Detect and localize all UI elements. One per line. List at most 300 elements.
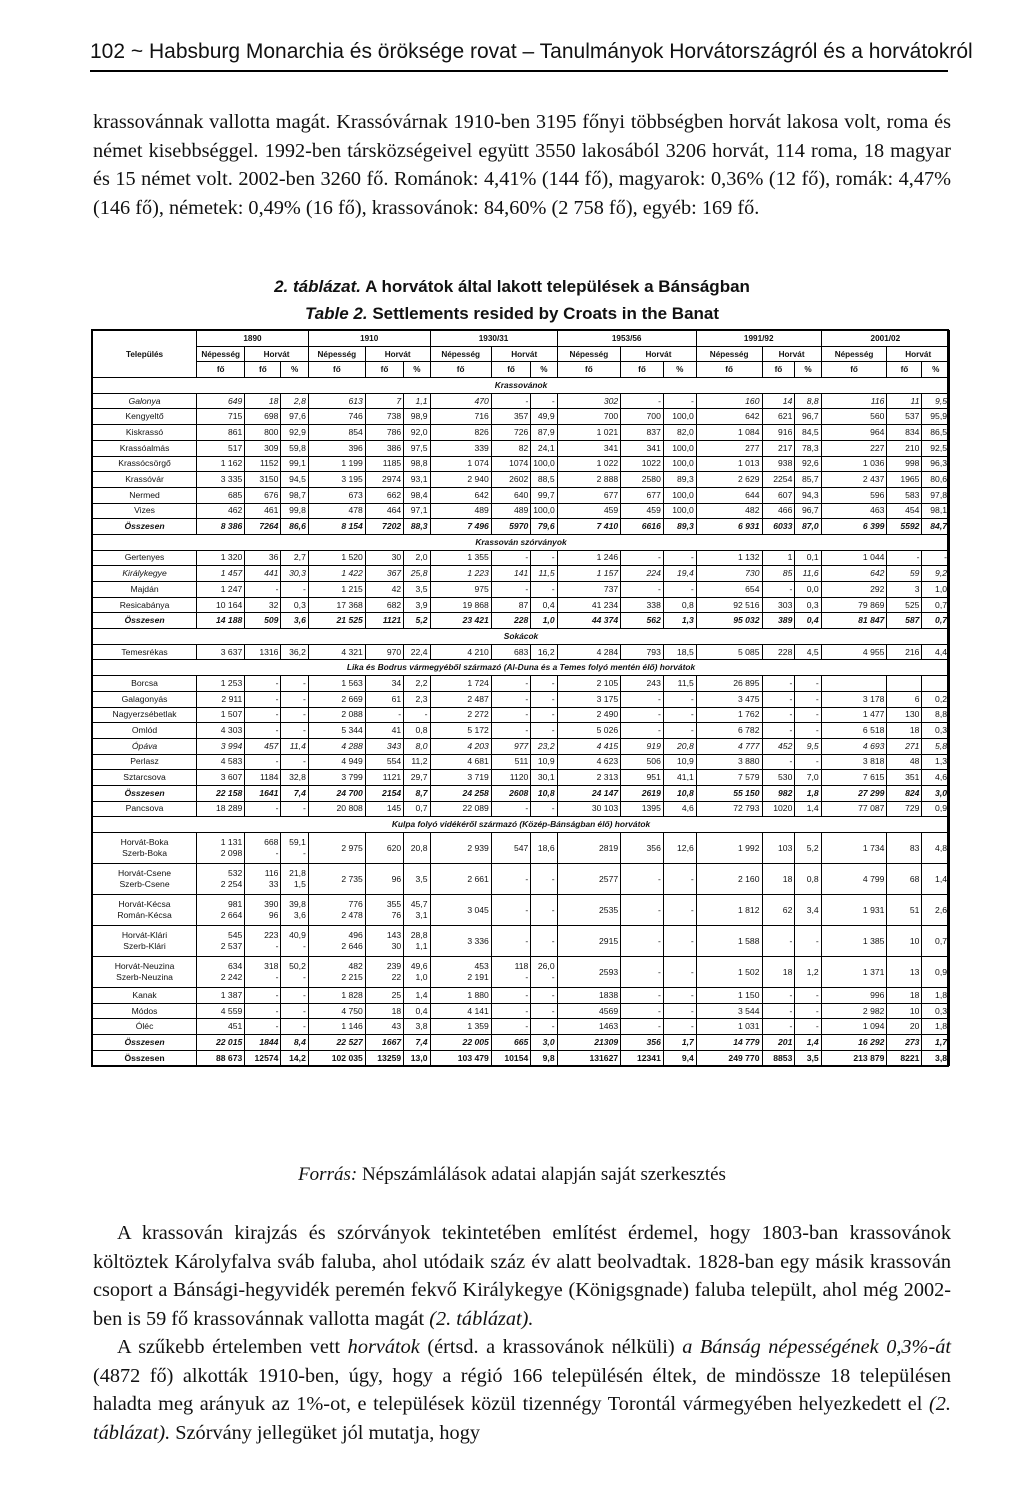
table-cell: 100,0 [663, 409, 696, 425]
table-cell: 8,8 [922, 707, 950, 723]
cell-value-secondary: - [275, 848, 279, 858]
table-cell: 86,5 [922, 425, 950, 441]
table-cell: 386 [365, 440, 403, 456]
table-cell: 3 335 [197, 472, 245, 488]
table-cell: - [404, 707, 430, 723]
table-cell: 131627 [557, 1050, 621, 1066]
table-cell: 4 681 [430, 754, 491, 770]
settlement-name: Sztarcsova [93, 770, 197, 786]
table-cell: 8,4 [281, 1035, 308, 1051]
table-cell [245, 864, 281, 895]
table-cell: 100,0 [663, 503, 696, 519]
table-cell [245, 957, 281, 988]
table-cell: - [245, 1019, 281, 1035]
table-cell: 562 [621, 613, 664, 629]
table-cell: 24 700 [308, 785, 365, 801]
table-cell: - [491, 723, 530, 739]
emphasis-horvatok: horvátok [347, 1336, 420, 1358]
table-cell: 1 013 [696, 456, 762, 472]
table-cell: 26 895 [696, 676, 762, 692]
table-cell [197, 926, 245, 957]
table-cell: 4,5 [795, 644, 821, 660]
table-cell: 729 [887, 801, 922, 817]
table-cell: 4 303 [197, 723, 245, 739]
table-cell: 25 [365, 988, 403, 1004]
table-cell: - [491, 895, 530, 926]
table-cell: 2,0 [404, 550, 430, 566]
table-cell: 1844 [245, 1035, 281, 1051]
table-cell: 640 [491, 487, 530, 503]
table-cell: 506 [621, 754, 664, 770]
table-cell: 665 [491, 1035, 530, 1051]
col-croat: Horvát [887, 346, 950, 362]
table-cell: 79,6 [531, 519, 557, 535]
table-cell: 685 [197, 487, 245, 503]
table-cell: 2 105 [557, 676, 621, 692]
table-cell: 861 [197, 425, 245, 441]
table-cell [281, 833, 308, 864]
table-cell: 82,0 [663, 425, 696, 441]
table-cell: 4 203 [430, 738, 491, 754]
table-cell: 0,3 [922, 1003, 950, 1019]
table-row [93, 864, 950, 895]
table-cell: - [762, 723, 795, 739]
cell-value-secondary: - [302, 941, 306, 951]
table-cell: 92,9 [281, 425, 308, 441]
table-cell: - [531, 926, 557, 957]
table-cell: 14,2 [281, 1050, 308, 1066]
table-cell: 4 321 [308, 644, 365, 660]
table-cell: 5,8 [922, 738, 950, 754]
table-cell: 3,5 [795, 1050, 821, 1066]
table-cell: 2 487 [430, 691, 491, 707]
table-cell: 7 579 [696, 770, 762, 786]
table-cell: 227 [821, 440, 887, 456]
table-cell: 41 234 [557, 597, 621, 613]
table-cell: - [491, 926, 530, 957]
table-cell: 92,5 [922, 440, 950, 456]
table-cell: 737 [557, 582, 621, 598]
table-cell: 2 160 [696, 864, 762, 895]
table-cell: - [491, 1003, 530, 1019]
table-cell: 1 150 [696, 988, 762, 1004]
table-cell: 5970 [491, 519, 530, 535]
table-row [93, 440, 950, 456]
table-cell: 2974 [365, 472, 403, 488]
table-cell: 0,0 [795, 582, 821, 598]
table-cell: 1022 [621, 456, 664, 472]
unit-percent: % [531, 362, 557, 378]
table-cell: 13,0 [404, 1050, 430, 1066]
table-cell: 642 [696, 409, 762, 425]
table-cell: 1 215 [308, 582, 365, 598]
table-cell: 10154 [491, 1050, 530, 1066]
col-croat: Horvát [762, 346, 821, 362]
header-rule [90, 70, 948, 72]
table-cell: 1 734 [821, 833, 887, 864]
table-cell: 537 [887, 409, 922, 425]
table-cell: 341 [557, 440, 621, 456]
unit-person: fő [821, 362, 887, 378]
settlement-name-primary: Horvát-Csene [118, 868, 172, 878]
section-title: Sokácok [93, 629, 950, 645]
settlement-name [93, 957, 197, 988]
table-cell: - [795, 988, 821, 1004]
table-row [93, 1019, 950, 1035]
table-cell: 613 [308, 393, 365, 409]
table-row [93, 895, 950, 926]
table-cell: 9,2 [922, 566, 950, 582]
table-cell: 746 [308, 409, 365, 425]
table-cell: 1,8 [922, 988, 950, 1004]
unit-person: fő [430, 362, 491, 378]
table-cell: 14 [762, 393, 795, 409]
table-cell: 5 344 [308, 723, 365, 739]
table-cell: - [621, 582, 664, 598]
table-cell: 2254 [762, 472, 795, 488]
table-cell: 72 793 [696, 801, 762, 817]
cell-value-primary: 532 [227, 868, 243, 878]
table-cell: - [281, 691, 308, 707]
cell-value-primary: 223 [264, 930, 279, 940]
table-cell: 1121 [365, 613, 403, 629]
table-cell: 511 [491, 754, 530, 770]
table-cell: 12574 [245, 1050, 281, 1066]
table-cell: 32,8 [281, 770, 308, 786]
table-cell: - [281, 676, 308, 692]
table-cell: 95,9 [922, 409, 950, 425]
settlement-name: Resicabánya [93, 597, 197, 613]
section-row [93, 534, 950, 550]
table-cell [281, 926, 308, 957]
table-cell: 228 [491, 613, 530, 629]
table-cell: 367 [365, 566, 403, 582]
table-cell: - [663, 707, 696, 723]
table-cell: 1 724 [430, 676, 491, 692]
table-row [93, 487, 950, 503]
table-cell: 1 146 [308, 1019, 365, 1035]
table-cell: 1 385 [821, 926, 887, 957]
table-row [93, 456, 950, 472]
table-cell: 20 [887, 1019, 922, 1035]
table-cell: 93,1 [404, 472, 430, 488]
settlement-name: Krassóvár [93, 472, 197, 488]
table-cell: 1184 [245, 770, 281, 786]
cell-value-primary: 45,7 [410, 899, 428, 909]
table-cell: 3 045 [430, 895, 491, 926]
table-cell: 4,6 [922, 770, 950, 786]
table-cell: 22 015 [197, 1035, 245, 1051]
table-cell: 341 [621, 440, 664, 456]
table-cell [281, 895, 308, 926]
table-row [93, 613, 950, 629]
unit-person: fő [887, 362, 922, 378]
cell-value-primary: 496 [348, 930, 363, 940]
table-cell: 0,8 [795, 864, 821, 895]
table-cell: 8853 [762, 1050, 795, 1066]
cell-value-secondary: 1,1 [415, 941, 428, 951]
table-cell: 2,8 [281, 393, 308, 409]
unit-percent: % [663, 362, 696, 378]
table-cell: 2 911 [197, 691, 245, 707]
col-settlement: Település [93, 331, 197, 378]
table-cell: 698 [245, 409, 281, 425]
table-cell: - [491, 707, 530, 723]
table-cell: 4,4 [922, 644, 950, 660]
table-cell: 216 [887, 644, 922, 660]
table-cell: 77 087 [821, 801, 887, 817]
table-cell: 98,9 [404, 409, 430, 425]
table-cell: 1 031 [696, 1019, 762, 1035]
table-cell: 3,5 [404, 582, 430, 598]
table-cell: 2 437 [821, 472, 887, 488]
table-cell: 1,2 [795, 957, 821, 988]
table-cell [365, 895, 403, 926]
table-cell: 1 880 [430, 988, 491, 1004]
table-cell: - [245, 723, 281, 739]
settlement-name-primary: Horvát-Neuzina [114, 961, 175, 971]
table-cell: 4 284 [557, 644, 621, 660]
table-cell: 642 [430, 487, 491, 503]
table-cell: - [762, 676, 795, 692]
table-cell: - [531, 707, 557, 723]
table-cell: 30,1 [531, 770, 557, 786]
table-cell: 102 035 [308, 1050, 365, 1066]
table-cell: - [245, 707, 281, 723]
settlement-name-primary: Horvát-Kécsa [118, 899, 171, 909]
cell-value-primary: 21,8 [289, 868, 306, 878]
table-cell: 41 [365, 723, 403, 739]
table-cell [531, 957, 557, 988]
col-croat: Horvát [245, 346, 309, 362]
table-row [93, 833, 950, 864]
cell-value-primary: 634 [227, 961, 243, 971]
table-cell: - [663, 582, 696, 598]
cell-value-primary: 118 [514, 961, 529, 971]
table-cell: 0,3 [281, 597, 308, 613]
table-cell: 98,7 [281, 487, 308, 503]
table-cell: 916 [762, 425, 795, 441]
cell-value-primary: 355 [386, 899, 402, 909]
table-cell: 1463 [557, 1019, 621, 1035]
table-cell [887, 676, 922, 692]
table-cell: 19 868 [430, 597, 491, 613]
table-cell: - [281, 801, 308, 817]
unit-person: fő [557, 362, 621, 378]
table-cell: 2 888 [557, 472, 621, 488]
cell-value-primary: 26,0 [537, 961, 555, 971]
table-row [93, 957, 950, 988]
intro-paragraph [93, 108, 951, 222]
table-cell: 2 975 [308, 833, 365, 864]
table-cell: 738 [365, 409, 403, 425]
cell-value-secondary: 22 [391, 972, 402, 982]
table-cell: - [531, 582, 557, 598]
settlement-name-secondary: Román-Kécsa [117, 910, 172, 920]
table-cell: 0,7 [922, 926, 950, 957]
table-cell: 3 195 [308, 472, 365, 488]
table-cell: 2 669 [308, 691, 365, 707]
table-cell: 18 [245, 393, 281, 409]
table-cell: 62 [762, 895, 795, 926]
settlement-name-secondary: Szerb-Csene [119, 879, 170, 889]
table-row [93, 425, 950, 441]
table-cell: 982 [762, 785, 795, 801]
table-cell: 0,4 [531, 597, 557, 613]
unit-person: fő [762, 362, 795, 378]
table-cell: 1,7 [663, 1035, 696, 1051]
table-cell: 970 [365, 644, 403, 660]
table-cell: 1 502 [696, 957, 762, 988]
cell-value-secondary: 76 [391, 910, 402, 920]
table-cell: 1 223 [430, 566, 491, 582]
table-cell: 1 162 [197, 456, 245, 472]
paragraph-1-text: A krassován kirajzás és szórványok tekintetében említést érdemel, hogy 1803-ban krassovánok költöztek Károlyfalva sváb faluba, ahol utódaik száz év alatt beolvadtak. 1828-ban egy másik krassován csoport a Bánsági-hegyvidék peremén fekvő Királykegye (Königsgnade) faluba települt, ahol még 2002-ben is 59 fő krassovánnak vallotta magát [93, 1222, 951, 1330]
table-cell: - [531, 988, 557, 1004]
table-cell: - [795, 1019, 821, 1035]
cell-value-primary: 116 [264, 868, 279, 878]
table-cell: 2608 [491, 785, 530, 801]
table-cell: 55 150 [696, 785, 762, 801]
table-cell: 8 154 [308, 519, 365, 535]
year-header: 1890 [197, 331, 309, 347]
table-cell: 100,0 [663, 456, 696, 472]
table-cell: 249 770 [696, 1050, 762, 1066]
table-cell: 85 [762, 566, 795, 582]
table-cell: 3,4 [795, 895, 821, 926]
table-cell: 1,0 [531, 613, 557, 629]
emphasis-share: a Bánság népességének 0,3%-át [682, 1336, 951, 1358]
table-cell: 0,7 [404, 801, 430, 817]
table-cell: 1 563 [308, 676, 365, 692]
table-cell: 11,5 [531, 566, 557, 582]
table-cell: 356 [621, 833, 664, 864]
table-cell: 7202 [365, 519, 403, 535]
table-row [93, 582, 950, 598]
cell-value-secondary: - [275, 972, 279, 982]
table-cell: - [245, 691, 281, 707]
table-cell: 1074 [491, 456, 530, 472]
header-row-years [93, 331, 950, 347]
section-row [93, 660, 950, 676]
table-cell: 1 247 [197, 582, 245, 598]
cell-value-secondary: 2 215 [341, 972, 363, 982]
table-cell: 919 [621, 738, 664, 754]
table-cell: 7 410 [557, 519, 621, 535]
table-row [93, 1035, 950, 1051]
table-cell: 10,8 [531, 785, 557, 801]
table-cell: 1 457 [197, 566, 245, 582]
table-cell: 97,6 [281, 409, 308, 425]
table-cell: 82 [491, 440, 530, 456]
table-cell: 1 812 [696, 895, 762, 926]
table-cell: - [531, 895, 557, 926]
table-cell: 1,8 [922, 1019, 950, 1035]
table-cell: 23,2 [531, 738, 557, 754]
table-cell: 596 [821, 487, 887, 503]
table-cell: 27 299 [821, 785, 887, 801]
table-cell: 7 [365, 393, 403, 409]
table-cell: 715 [197, 409, 245, 425]
table-cell: 2 272 [430, 707, 491, 723]
table-cell: 2535 [557, 895, 621, 926]
table-cell: 3150 [245, 472, 281, 488]
table-cell: 338 [621, 597, 664, 613]
table-cell: 854 [308, 425, 365, 441]
table-cell: 1,7 [922, 1035, 950, 1051]
settlement-name: Majdán [93, 582, 197, 598]
table-cell: 11,2 [404, 754, 430, 770]
settlement-name: Összesen [93, 1050, 197, 1066]
cell-value-secondary: 33 [268, 879, 279, 889]
table-cell: 1 199 [308, 456, 365, 472]
table-cell: 87 [491, 597, 530, 613]
table-cell: 2 982 [821, 1003, 887, 1019]
table-cell: 786 [365, 425, 403, 441]
table-cell: 464 [365, 503, 403, 519]
table-cell: 99,1 [281, 456, 308, 472]
unit-percent: % [795, 362, 821, 378]
table-row [93, 676, 950, 692]
unit-person: fő [365, 362, 403, 378]
settlement-name: Vizes [93, 503, 197, 519]
table-cell [308, 957, 365, 988]
table-cell: - [531, 801, 557, 817]
table-row [93, 770, 950, 786]
table-cell: 0,4 [795, 613, 821, 629]
table-cell: 2 088 [308, 707, 365, 723]
table-cell: 2580 [621, 472, 664, 488]
table-cell: 1 022 [557, 456, 621, 472]
table-cell [197, 864, 245, 895]
table-cell: 1 931 [821, 895, 887, 926]
table-cell: 224 [621, 566, 664, 582]
table-cell: 217 [762, 440, 795, 456]
table-cell: 457 [245, 738, 281, 754]
table-cell: 7264 [245, 519, 281, 535]
table-cell: 92,6 [795, 456, 821, 472]
table-cell: 0,9 [922, 801, 950, 817]
table-cell: 459 [557, 503, 621, 519]
table-cell: 1,8 [795, 785, 821, 801]
settlement-name: Összesen [93, 785, 197, 801]
table-cell: 5 172 [430, 723, 491, 739]
table-cell: 97,1 [404, 503, 430, 519]
table-cell: - [663, 1019, 696, 1035]
table-cell: 11,6 [795, 566, 821, 582]
table-cell: 1 992 [696, 833, 762, 864]
table-cell: 1 [762, 550, 795, 566]
table-cell: 673 [308, 487, 365, 503]
table-cell: - [621, 550, 664, 566]
table-cell: 1 359 [430, 1019, 491, 1035]
cell-value-primary: 318 [264, 961, 279, 971]
cell-value-primary: 482 [348, 961, 363, 971]
table-cell: 103 479 [430, 1050, 491, 1066]
table-cell: - [663, 1003, 696, 1019]
cell-value-secondary: - [302, 848, 306, 858]
table-cell: 145 [365, 801, 403, 817]
table-cell: 3 637 [197, 644, 245, 660]
table-cell: - [663, 864, 696, 895]
table-cell: 2,6 [922, 895, 950, 926]
table-cell: - [621, 988, 664, 1004]
table-row [93, 707, 950, 723]
table-cell: 4569 [557, 1003, 621, 1019]
table-cell: - [245, 1003, 281, 1019]
col-population: Népesség [821, 346, 887, 362]
settlement-name: Királykegye [93, 566, 197, 582]
